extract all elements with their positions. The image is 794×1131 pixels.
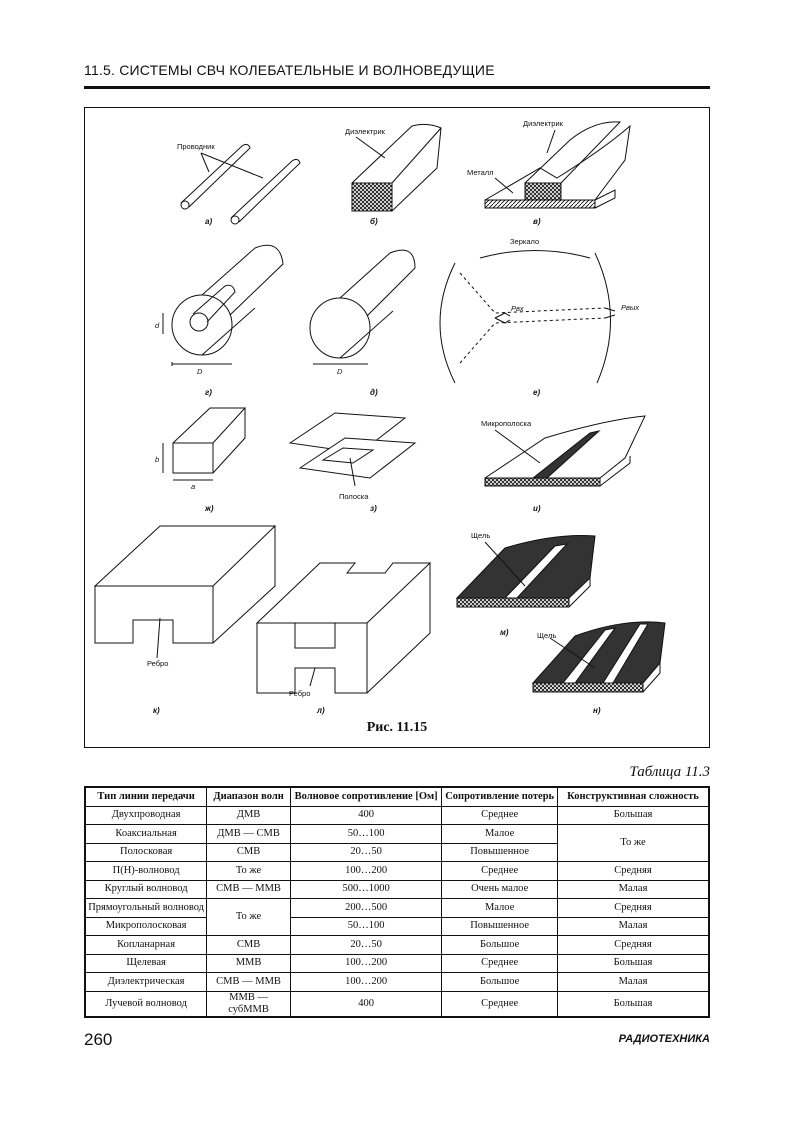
table-cell: 50…100 [290,825,441,844]
table-cell: Средняя [558,899,710,918]
dim-a-label: a [191,482,196,491]
table-cell: Малая [558,880,710,899]
table-cell: 20…50 [290,936,441,955]
table-cell: СМВ [207,843,291,862]
table-cell: ММВ — субММВ [207,991,291,1017]
microstrip-label: Микрополоска [481,419,532,428]
subfig-m: м) [500,628,509,637]
figure-drawing [85,108,711,749]
rectangular-waveguide-drawing [163,408,245,480]
table-cell: То же [207,862,291,881]
subfig-v: в) [533,217,541,226]
dim-b-label: b [155,455,160,464]
table-cell: Большая [558,991,710,1017]
table-header: Сопротивление потерь [442,787,558,806]
subfig-e: е) [533,388,541,397]
subfig-b: б) [370,217,378,226]
header-rule [84,86,710,89]
table-cell: Щелевая [85,954,207,973]
table-cell: Копланарная [85,936,207,955]
two-wire-line-drawing [181,144,300,224]
table-cell: Среднее [442,806,558,825]
dielectric-on-metal-drawing [485,122,630,208]
coplanar-line-drawing [457,536,595,608]
table-cell: Большая [558,806,710,825]
subfig-n: н) [593,706,601,715]
table-cell: Малая [558,917,710,936]
subfig-i: и) [533,504,541,513]
table-cell: Круглый волновод [85,880,207,899]
conductor-label: Проводник [177,142,215,151]
table-row [85,806,709,825]
table-cell: 100…200 [290,973,441,992]
page-number: 260 [84,1030,113,1049]
subfig-d: д) [370,388,378,397]
subfig-a: а) [205,217,213,226]
mirror-label: Зеркало [510,237,540,246]
subfig-k: к) [153,706,160,715]
table-row [85,936,709,955]
subfig-l: л) [317,706,325,715]
coaxial-line-drawing [163,245,283,366]
table-row [85,954,709,973]
dim-D-label-d: D [337,367,343,376]
table-cell: То же [207,899,291,936]
dim-D-label-g: D [197,367,203,376]
table-cell: 100…200 [290,954,441,973]
table-row [85,880,709,899]
table-cell: Малое [442,825,558,844]
running-footer: РАДИОТЕХНИКА [618,1033,710,1045]
table-cell: 200…500 [290,899,441,918]
table-cell: ММВ [207,954,291,973]
table-cell: П(Н)-волновод [85,862,207,881]
table-header: Конструктивная сложность [558,787,710,806]
table-row [85,862,709,881]
running-header: 11.5. СИСТЕМЫ СВЧ КОЛЕБАТЕЛЬНЫЕ И ВОЛНОВЕДУЩИЕ [84,62,495,78]
table-header: Диапазон волн [207,787,291,806]
table-cell: ДМВ — СМВ [207,825,291,844]
p-out-label: Pвых [621,303,640,312]
table-header-row [85,787,709,806]
table-header: Волновое сопротивление [Ом] [290,787,441,806]
double-ridge-waveguide-drawing [257,563,430,693]
circular-waveguide-drawing [310,250,415,364]
table-cell: Средняя [558,862,710,881]
dielectric-label-b: Диэлектрик [345,127,385,136]
table-cell: Коаксиальная [85,825,207,844]
table-cell: Большое [442,936,558,955]
table-cell: Очень малое [442,880,558,899]
table-cell: Прямоугольный волновод [85,899,207,918]
table-title: Таблица 11.3 [629,764,710,780]
single-ridge-waveguide-drawing [95,526,275,658]
table-row [85,825,709,844]
metal-label: Металл [467,168,494,177]
table-cell: Микрополосковая [85,917,207,936]
table-cell: СМВ — ММВ [207,973,291,992]
rib-label-k: Ребро [147,659,169,668]
table-cell: Лучевой волновод [85,991,207,1017]
table-cell: ДМВ [207,806,291,825]
table-row [85,917,709,936]
table-cell: Большая [558,954,710,973]
rib-label-l: Ребро [289,689,311,698]
dielectric-rod-drawing [352,124,441,211]
table-cell: Двухпроводная [85,806,207,825]
beam-waveguide-drawing [440,251,615,384]
table-cell: Среднее [442,991,558,1017]
table-cell: СМВ [207,936,291,955]
table-cell: Среднее [442,862,558,881]
table-cell: Средняя [558,936,710,955]
p-in-label: Pвх [511,304,524,313]
slot-label-n: Щель [537,631,557,640]
table-cell: То же [558,825,710,862]
figure-11-15 [84,107,710,748]
table-cell: Большое [442,973,558,992]
table-row [85,899,709,918]
table-cell: Повышенное [442,843,558,862]
subfig-zh: ж) [205,504,214,513]
stripline-drawing [290,413,415,486]
table-cell: 500…1000 [290,880,441,899]
subfig-z: з) [370,504,377,513]
table-header: Тип линии передачи [85,787,207,806]
dim-d-label: d [155,321,160,330]
table-cell: Среднее [442,954,558,973]
strip-label: Полоска [339,492,369,501]
table-cell: Полосковая [85,843,207,862]
slot-label-m: Щель [471,531,491,540]
table-cell: Малое [442,899,558,918]
table-cell: 100…200 [290,862,441,881]
table-cell: 400 [290,806,441,825]
table-cell: СМВ — ММВ [207,880,291,899]
table-cell: Малая [558,973,710,992]
subfig-g: г) [205,388,212,397]
dielectric-label-v: Диэлектрик [523,119,563,128]
table-row [85,973,709,992]
table-cell: Диэлектрическая [85,973,207,992]
table-cell: 50…100 [290,917,441,936]
figure-caption: Рис. 11.15 [366,720,428,735]
table-cell: 400 [290,991,441,1017]
table-cell: 20…50 [290,843,441,862]
table-row [85,991,709,1017]
transmission-lines-table [84,786,710,1018]
table-cell: Повышенное [442,917,558,936]
